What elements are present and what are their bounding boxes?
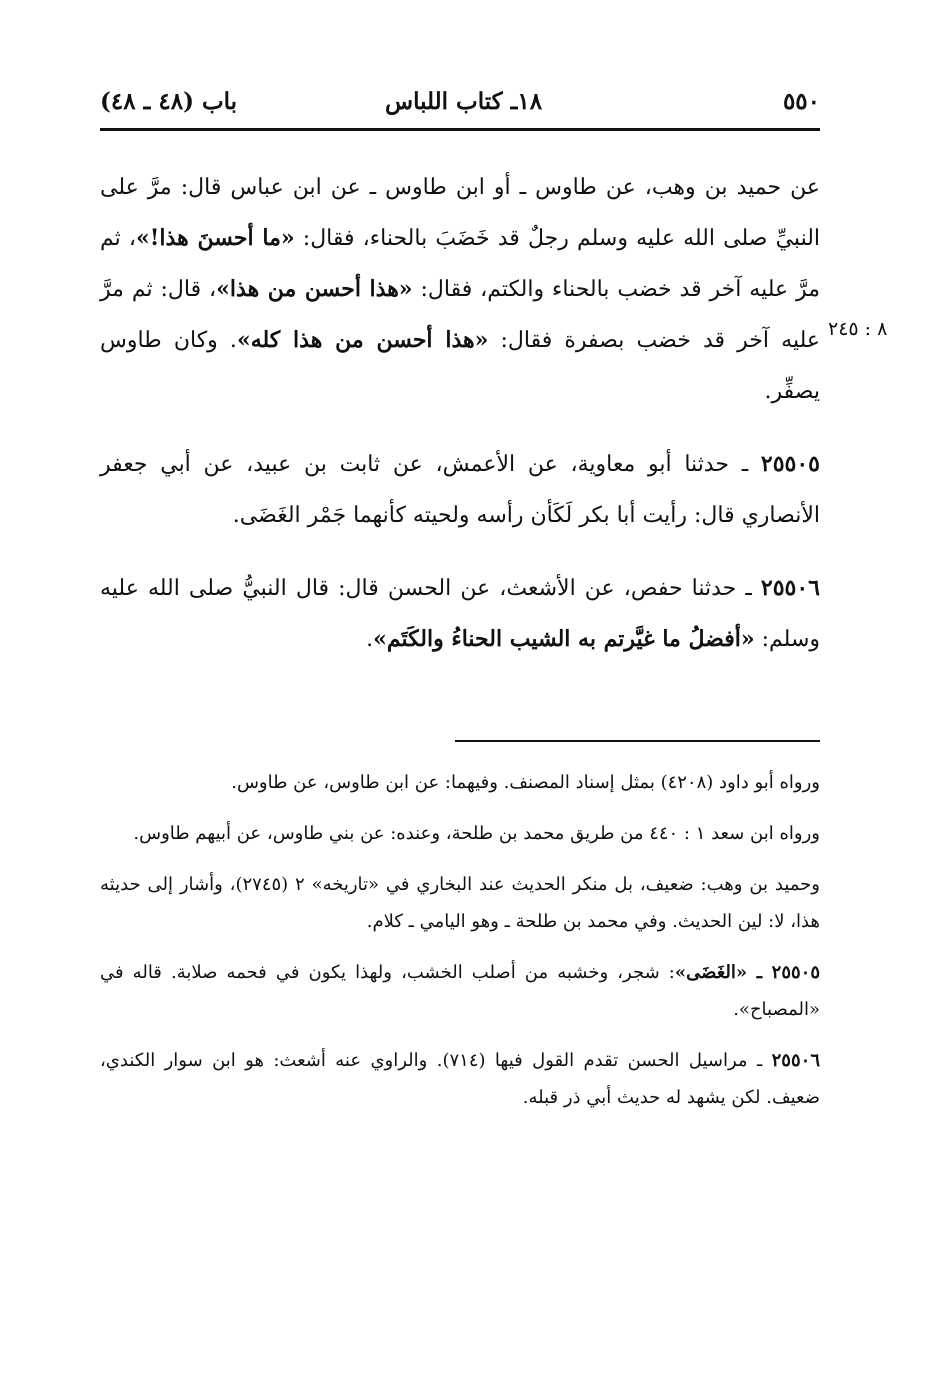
hadith-quote: «أفضلُ ما غيَّرتم به الشيب الحناءُ والكَتَم» — [373, 626, 755, 652]
chapter-title: باب (٤٨ ـ ٤٨) — [100, 88, 238, 115]
hadith-paragraph-3 — [100, 563, 820, 665]
margin-reference: ٨ : ٢٤٥ — [828, 318, 888, 340]
hadith-text: . وكان طاوس يصفِّر. — [100, 328, 820, 404]
hadith-text: ، ثم مرَّ عليه آخر قد خضب بالحناء والكتم، فقال: — [100, 226, 820, 302]
hadith-text: عن حميد بن وهب، عن طاوس ـ أو ابن طاوس ـ عن ابن عباس قال: مرَّ على النبيِّ صلى الله عليه وسلم رجلٌ قد خَضَبَ بالحناء، فقال: — [100, 175, 821, 251]
footnote-number: ٢٥٥٠٦ — [771, 1050, 820, 1071]
hadith-quote: «هذا أحسن من هذا» — [216, 276, 413, 302]
hadith-quote: «ما أحسنَ هذا!» — [136, 225, 295, 251]
header-rule — [100, 128, 820, 131]
hadith-number: ٢٥٥٠٦ — [760, 575, 820, 601]
footnote-2: ورواه ابن سعد ١ : ٤٤٠ من طريق محمد بن طلحة، وعنده: عن بني طاوس، عن أبيهم طاوس. — [133, 823, 820, 844]
footnote-3: وحميد بن وهب: ضعيف، بل منكر الحديث عند البخاري في «تاريخه» ٢ (٢٧٤٥)، وأشار إلى حديثه هذا، لا: لين الحديث. وفي محمد بن طلحة ـ وهو اليامي ـ كلام. — [100, 874, 820, 932]
hadith-number: ٢٥٥٠٥ — [760, 451, 820, 477]
footnote-5 — [100, 1042, 820, 1116]
footnote-text: : شجر، وخشبه من أصلب الخشب، ولهذا يكون في فحمه صلابة. قاله في «المصباح». — [100, 962, 820, 1020]
book-title: ١٨ـ كتاب اللباس — [385, 88, 543, 115]
hadith-text: . — [366, 627, 374, 652]
hadith-text: ، قال: ثم مرَّ عليه آخر قد خضب بصفرة فقال: — [100, 277, 820, 353]
hadith-paragraph-2 — [100, 439, 820, 541]
hadith-text: ـ حدثنا حفص، عن الأشعث، عن الحسن قال: قال النبيُّ صلى الله عليه وسلم: — [100, 576, 820, 652]
footnotes — [100, 764, 820, 1130]
footnote-1: ورواه أبو داود (٤٢٠٨) بمثل إسناد المصنف. وفيهما: عن ابن طاوس، عن طاوس. — [231, 772, 820, 793]
footnote-4 — [100, 954, 820, 1028]
hadith-paragraph-1 — [100, 162, 820, 417]
footnote-text: ـ مراسيل الحسن تقدم القول فيها (٧١٤). والراوي عنه أشعث: هو ابن سوار الكندي، ضعيف. لكن يشهد له حديث أبي ذر قبله. — [100, 1050, 820, 1108]
main-text — [100, 162, 820, 665]
footnote-separator — [455, 740, 820, 742]
hadith-quote: «هذا أحسن من هذا كله» — [236, 327, 489, 353]
hadith-text: ـ حدثنا أبو معاوية، عن الأعمش، عن ثابت بن عبيد، عن أبي جعفر الأنصاري قال: رأيت أبا بكر لَكَأن رأسه ولحيته كأنهما جَمْر الغَضَى. — [100, 452, 820, 528]
page-header — [100, 88, 820, 124]
page-number: ٥٥٠ — [782, 88, 820, 115]
footnote-number: ٢٥٥٠٥ ـ «الغَضَى» — [674, 962, 820, 983]
